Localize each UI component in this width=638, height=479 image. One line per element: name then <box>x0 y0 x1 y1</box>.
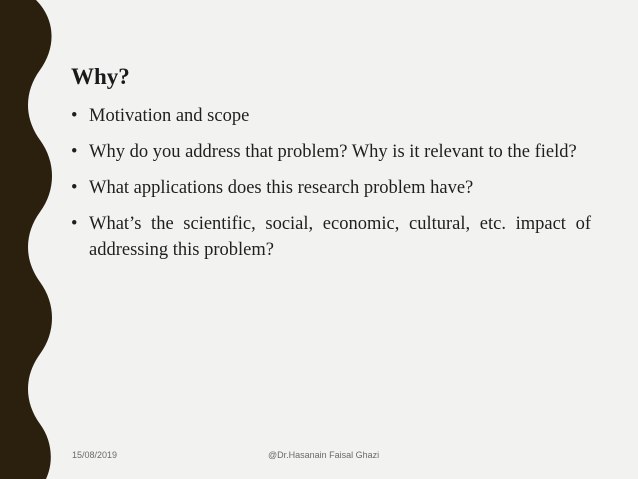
bullet-item <box>71 103 591 129</box>
decorative-wave-band <box>0 0 60 479</box>
footer-date: 15/08/2019 <box>72 450 118 460</box>
bullet-text: Motivation and scope <box>89 106 250 126</box>
bullet-item <box>71 139 591 165</box>
footer-author: @Dr.Hasanain Faisal Ghazi <box>268 450 380 460</box>
bullet-item <box>71 175 591 201</box>
bullet-text: What applications does this research problem have? <box>89 178 474 198</box>
slide-title: Why? <box>71 64 130 89</box>
bullet-dot-icon: • <box>71 214 78 234</box>
bullet-dot-icon: • <box>71 106 78 126</box>
bullet-list <box>71 103 591 273</box>
bullet-item <box>71 211 591 263</box>
bullet-dot-icon: • <box>71 178 78 198</box>
bullet-text: Why do you address that problem? Why is it relevant to the field? <box>89 142 577 162</box>
bullet-text: What’s the scientific, social, economic, cultural, etc. impact of addressing this problem? <box>89 214 591 260</box>
bullet-dot-icon: • <box>71 142 78 162</box>
